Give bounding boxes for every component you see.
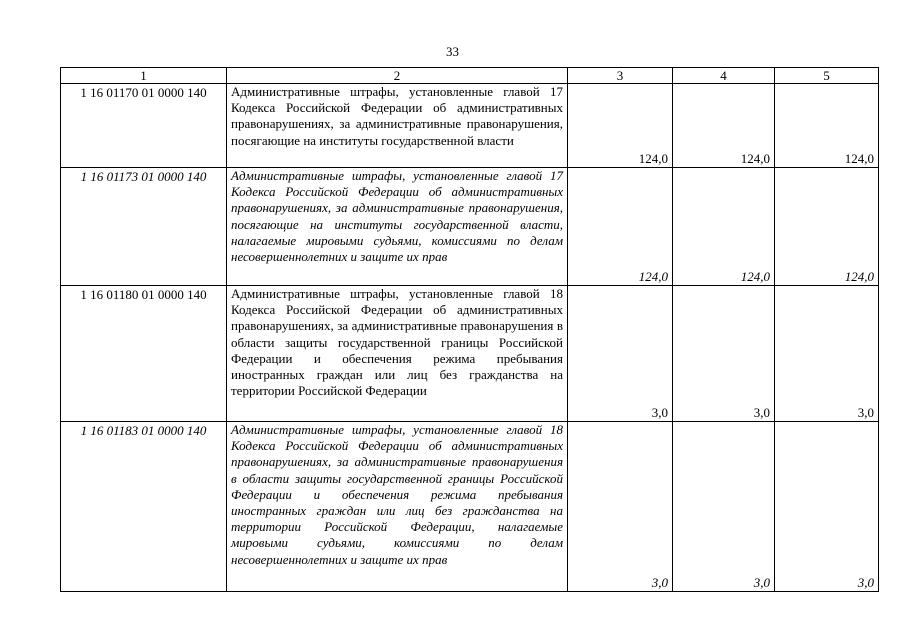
value-col-5: 124,0 [775,84,879,168]
value-col-3: 124,0 [568,168,673,286]
value-col-3: 3,0 [568,286,673,422]
value-col-5: 3,0 [775,422,879,592]
description: Административные штрафы, установленные главой 17 Кодекса Российской Федерации об административных правонарушениях, за административные правонарушения, посягающие на институты государственной власти [227,84,568,168]
table-row [61,422,879,592]
column-header-2: 2 [227,68,568,84]
value-col-3: 3,0 [568,422,673,592]
table-row [61,168,879,286]
value-col-4: 124,0 [673,84,775,168]
description: Административные штрафы, установленные главой 18 Кодекса Российской Федерации об административных правонарушениях, за административные правонарушения в области защиты государственной границы Российской Федерации и обеспечения режима пребывания иностранных граждан или лиц без гражданства на территории Российской Федерации [227,286,568,422]
value-col-5: 124,0 [775,168,879,286]
value-col-5: 3,0 [775,286,879,422]
column-header-5: 5 [775,68,879,84]
budget-code: 1 16 01183 01 0000 140 [61,422,227,592]
value-col-3: 124,0 [568,84,673,168]
value-col-4: 124,0 [673,168,775,286]
budget-code: 1 16 01180 01 0000 140 [61,286,227,422]
value-col-4: 3,0 [673,422,775,592]
table-row [61,286,879,422]
budget-code: 1 16 01173 01 0000 140 [61,168,227,286]
column-header-4: 4 [673,68,775,84]
budget-code: 1 16 01170 01 0000 140 [61,84,227,168]
column-header-1: 1 [61,68,227,84]
column-header-3: 3 [568,68,673,84]
header-row [61,68,879,84]
table-row [61,84,879,168]
page-number: 33 [446,44,459,59]
description: Административные штрафы, установленные главой 17 Кодекса Российской Федерации об административных правонарушениях, за административные правонарушения, посягающие на институты государственной власти, налагаемые мировыми судьями, комиссиями по делам несовершеннолетних и защите их прав [227,168,568,286]
description: Административные штрафы, установленные главой 18 Кодекса Российской Федерации об административных правонарушениях, за административные правонарушения в области защиты государственной границы Российской Федерации и обеспечения режима пребывания иностранных граждан или лиц без гражданства на территории Российской Федерации, налагаемые мировыми судьями, комиссиями по делам несовершеннолетних и защите их прав [227,422,568,592]
budget-table [60,67,879,592]
value-col-4: 3,0 [673,286,775,422]
